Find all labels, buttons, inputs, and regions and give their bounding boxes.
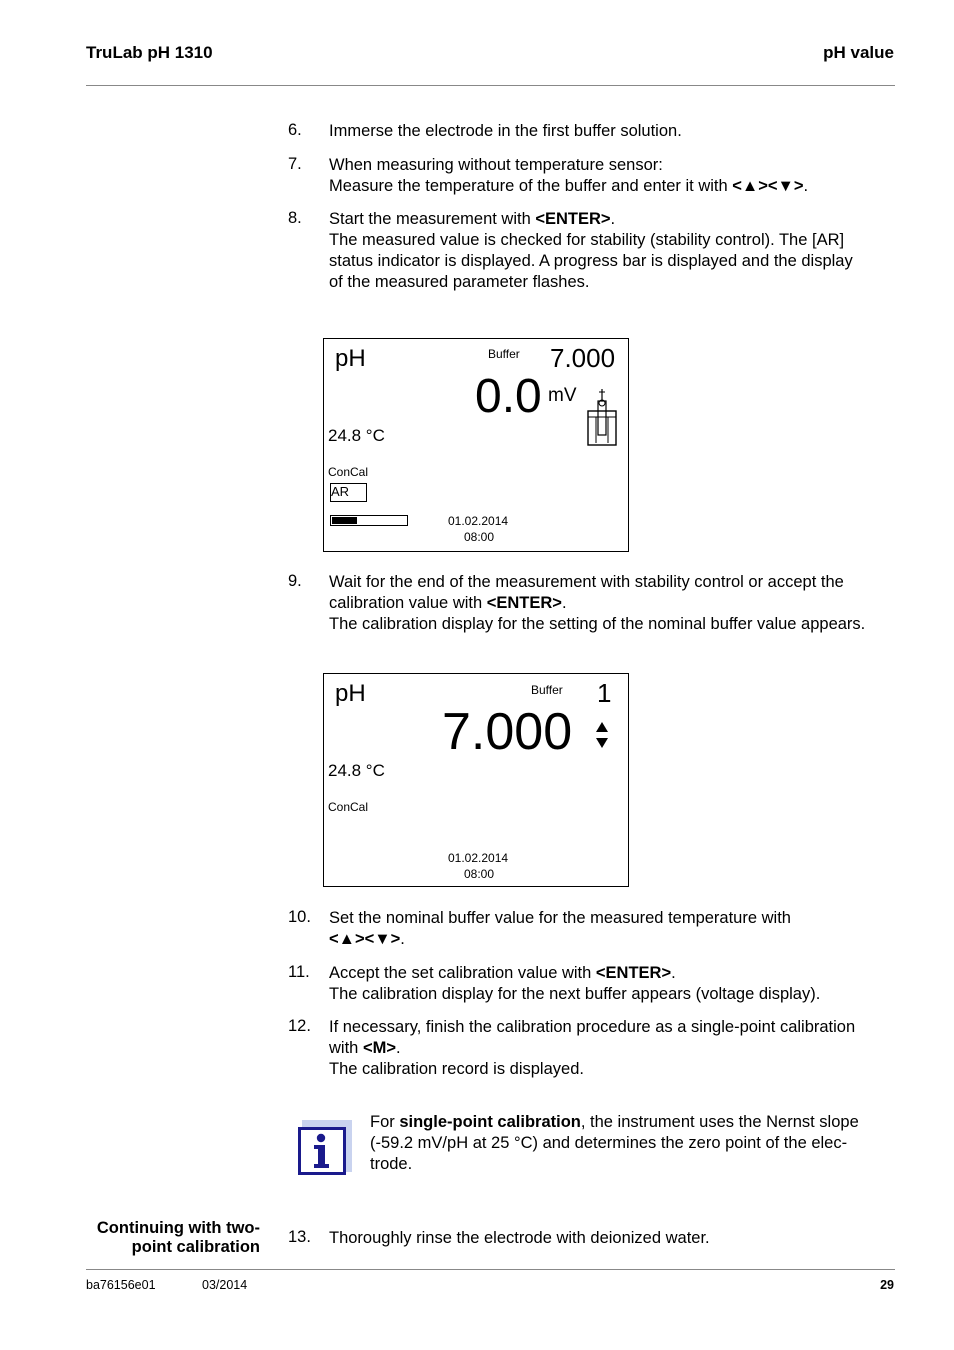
step-6-number: 6. <box>288 121 302 139</box>
step-8-line-3: status indicator is displayed. A progress bar is displayed and the display <box>329 252 853 270</box>
step-12-line-3: The calibration record is displayed. <box>329 1060 584 1078</box>
stability-progress-bar <box>330 515 408 526</box>
step-10-line-2: <▲><▼>. <box>329 930 405 948</box>
step-7-line-1: When measuring without temperature sensor: <box>329 156 663 174</box>
step-13-number: 13. <box>288 1228 311 1246</box>
step-8-text <box>329 209 899 293</box>
display1-temperature: 24.8 °C <box>328 426 385 445</box>
display2-buffer-number: 1 <box>597 678 612 708</box>
display1-buffer-label: Buffer <box>488 347 520 361</box>
info-note-line-1: For single-point calibration, the instrument uses the Nernst slope <box>370 1113 859 1131</box>
footer-doc-number: ba76156e01 <box>86 1278 156 1292</box>
step-13-text: Thoroughly rinse the electrode with deionized water. <box>329 1229 710 1247</box>
section-heading <box>60 1219 260 1257</box>
section-heading-line-1: Continuing with two- <box>96 1219 260 1237</box>
display2-buffer-label: Buffer <box>531 683 563 697</box>
display1-date: 01.02.2014 <box>448 514 509 528</box>
step-11-line-1: Accept the set calibration value with <ENTER>. <box>329 964 676 982</box>
info-note-line-2: (-59.2 mV/pH at 25 °C) and determines the zero point of the elec- <box>370 1134 848 1152</box>
step-8-number: 8. <box>288 209 302 227</box>
info-note-line-3: trode. <box>370 1155 413 1173</box>
display1-mode: ConCal <box>328 465 369 479</box>
display1-unit: mV <box>548 385 577 406</box>
step-10-line-1: Set the nominal buffer value for the measured temperature with <box>329 909 791 927</box>
key-enter: <ENTER> <box>486 594 562 612</box>
step-11-line-2: The calibration display for the next buffer appears (voltage display). <box>329 985 821 1003</box>
key-up-down: <▲><▼> <box>732 177 804 195</box>
step-10-number: 10. <box>288 908 311 926</box>
step-8-line-2: The measured value is checked for stability (stability control). The [AR] <box>329 231 845 249</box>
step-7-number: 7. <box>288 155 302 173</box>
step-7-line-2: Measure the temperature of the buffer and enter it with <▲><▼>. <box>329 177 809 195</box>
step-9-line-3: The calibration display for the setting of the nominal buffer value appears. <box>329 615 866 633</box>
footer-date: 03/2014 <box>202 1278 248 1292</box>
step-10-text <box>329 908 899 950</box>
key-up-down: <▲><▼> <box>329 930 401 948</box>
step-6-line: Immerse the electrode in the first buffer solution. <box>329 122 682 140</box>
display2-temperature: 24.8 °C <box>328 761 385 780</box>
up-down-arrows-icon <box>594 721 610 749</box>
step-12-line-1: If necessary, finish the calibration procedure as a single-point calibration <box>329 1018 856 1036</box>
display2-time: 08:00 <box>464 867 495 881</box>
section-heading-line-2: point calibration <box>131 1238 260 1256</box>
display1-main-value: 0.0 <box>475 370 542 423</box>
key-enter: <ENTER> <box>535 210 611 228</box>
footer-rule <box>86 1269 895 1270</box>
key-m: <M> <box>362 1039 396 1057</box>
header-rule <box>86 85 895 86</box>
info-icon <box>298 1120 352 1176</box>
step-7-text <box>329 155 899 197</box>
display1-time: 08:00 <box>464 530 495 544</box>
display2-main-value: 7.000 <box>442 703 573 761</box>
page-number: 29 <box>880 1278 894 1292</box>
ar-status-indicator: AR <box>330 483 367 502</box>
display2-param: pH <box>335 680 366 707</box>
step-12-text <box>329 1017 899 1080</box>
step-11-text <box>329 963 899 1005</box>
header-title: TruLab pH 1310 <box>86 43 213 62</box>
display1-param: pH <box>335 345 366 372</box>
step-9-number: 9. <box>288 572 302 590</box>
display2-date: 01.02.2014 <box>448 851 509 865</box>
step-9-line-1: Wait for the end of the measurement with stability control or accept the <box>329 573 844 591</box>
display2-mode: ConCal <box>328 800 369 814</box>
header-section: pH value <box>823 43 894 62</box>
step-11-number: 11. <box>288 963 310 981</box>
step-9-line-2: calibration value with <ENTER>. <box>329 594 567 612</box>
step-6-text <box>329 121 899 142</box>
meter-display-buffer-setting <box>323 673 629 887</box>
meter-display-measuring <box>323 338 629 552</box>
electrode-beaker-icon <box>586 387 620 449</box>
display1-buffer-value: 7.000 <box>550 343 616 373</box>
key-enter: <ENTER> <box>595 964 672 982</box>
progress-fill <box>331 516 358 525</box>
step-12-number: 12. <box>288 1017 311 1035</box>
step-8-line-4: of the measured parameter flashes. <box>329 273 590 291</box>
info-note-text <box>370 1112 895 1175</box>
step-9-text <box>329 572 904 635</box>
step-12-line-2: with <M>. <box>329 1039 401 1057</box>
step-8-line-1: Start the measurement with <ENTER>. <box>329 210 616 228</box>
